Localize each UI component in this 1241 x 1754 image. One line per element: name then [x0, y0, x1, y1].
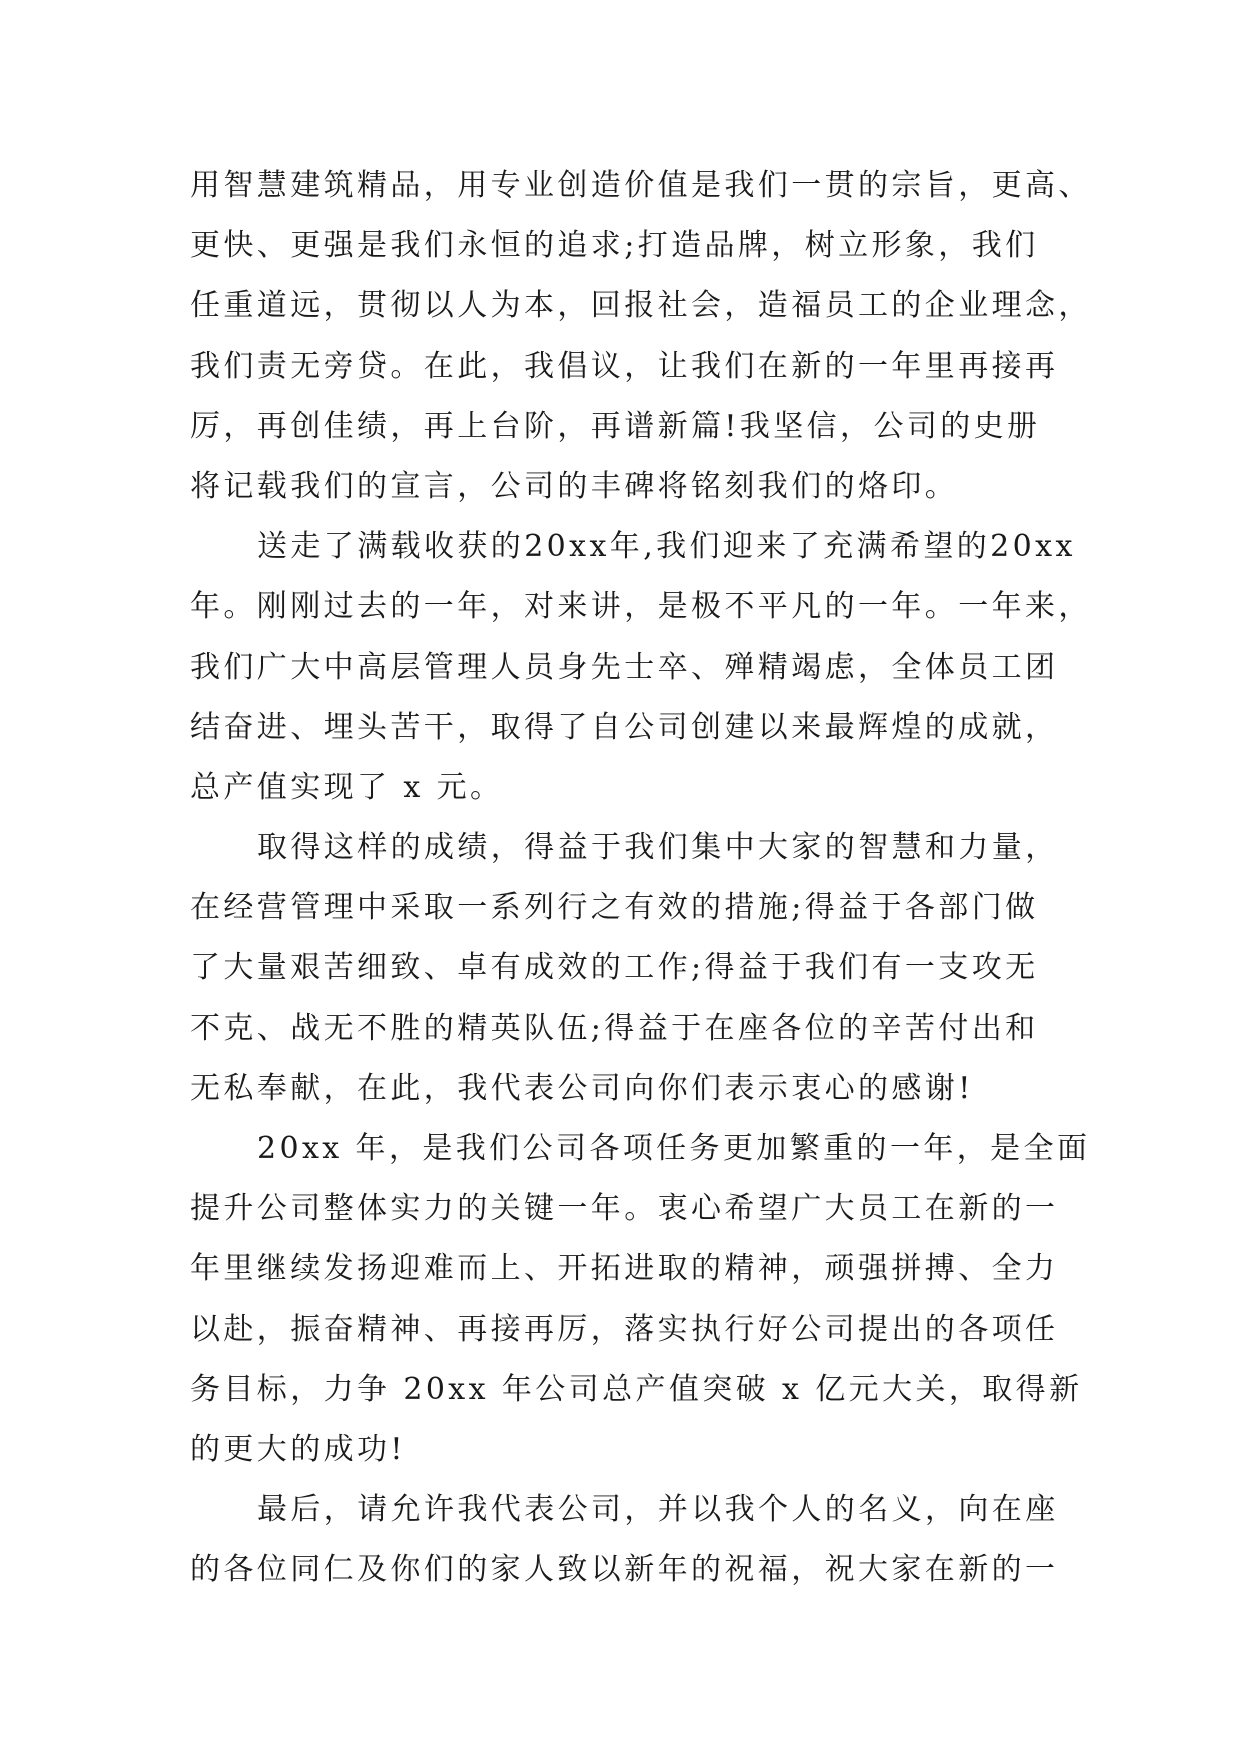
text-line: 用智慧建筑精品，用专业创造价值是我们一贯的宗旨，更高、	[190, 168, 1092, 203]
document-body	[190, 156, 1092, 1601]
text-line: 结奋进、埋头苦干，取得了自公司创建以来最辉煌的成就，	[190, 709, 1059, 745]
text-line: 的更大的成功!	[190, 1431, 406, 1467]
text-line: 任重道远，贯彻以人为本，回报社会，造福员工的企业理念，	[190, 288, 1092, 324]
text-line: 20xx 年，是我们公司各项任务更加繁重的一年，是全面	[257, 1131, 1091, 1166]
text-line: 我们责无旁贷。在此，我倡议，让我们在新的一年里再接再	[190, 348, 1059, 384]
text-line: 厉，再创佳绩，再上台阶，再谱新篇!我坚信，公司的史册	[190, 408, 1041, 444]
text-line: 不克、战无不胜的精英队伍;得益于在座各位的辛苦付出和	[190, 1010, 1039, 1046]
text-line: 无私奉献，在此，我代表公司向你们表示衷心的感谢!	[190, 1070, 974, 1106]
paragraph-4	[190, 1119, 1091, 1480]
paragraph-5	[190, 1480, 1070, 1600]
paragraph-2	[190, 517, 1092, 818]
text-line: 年。刚刚过去的一年，对来讲，是极不平凡的一年。一年来，	[190, 589, 1092, 625]
text-line: 年里继续发扬迎难而上、开拓进取的精神，顽强拼搏、全力	[190, 1251, 1059, 1287]
text-line: 送走了满载收获的20xx年,我们迎来了充满希望的20xx	[257, 529, 1076, 565]
text-line: 取得这样的成绩，得益于我们集中大家的智慧和力量，	[257, 830, 1059, 866]
text-line: 更快、更强是我们永恒的追求;打造品牌，树立形象，我们	[190, 228, 1039, 264]
text-line: 的各位同仁及你们的家人致以新年的祝福，祝大家在新的一	[190, 1552, 1059, 1588]
text-line: 最后，请允许我代表公司，并以我个人的名义，向在座	[257, 1492, 1059, 1528]
text-line: 在经营管理中采取一系列行之有效的措施;得益于各部门做	[190, 890, 1039, 926]
text-line: 了大量艰苦细致、卓有成效的工作;得益于我们有一支攻无	[190, 950, 1039, 986]
text-line: 以赴，振奋精神、再接再厉，落实执行好公司提出的各项任	[190, 1311, 1059, 1347]
text-line: 提升公司整体实力的关键一年。衷心希望广大员工在新的一	[190, 1191, 1059, 1227]
text-line: 务目标，力争 20xx 年公司总产值突破 x 亿元大关，取得新	[190, 1371, 1083, 1407]
text-line: 我们广大中高层管理人员身先士卒、殚精竭虑，全体员工团	[190, 649, 1059, 685]
text-line: 将记载我们的宣言，公司的丰碑将铭刻我们的烙印。	[190, 468, 959, 504]
paragraph-1	[190, 156, 1092, 517]
text-line: 总产值实现了 x 元。	[190, 769, 504, 805]
paragraph-3	[190, 818, 1070, 1119]
